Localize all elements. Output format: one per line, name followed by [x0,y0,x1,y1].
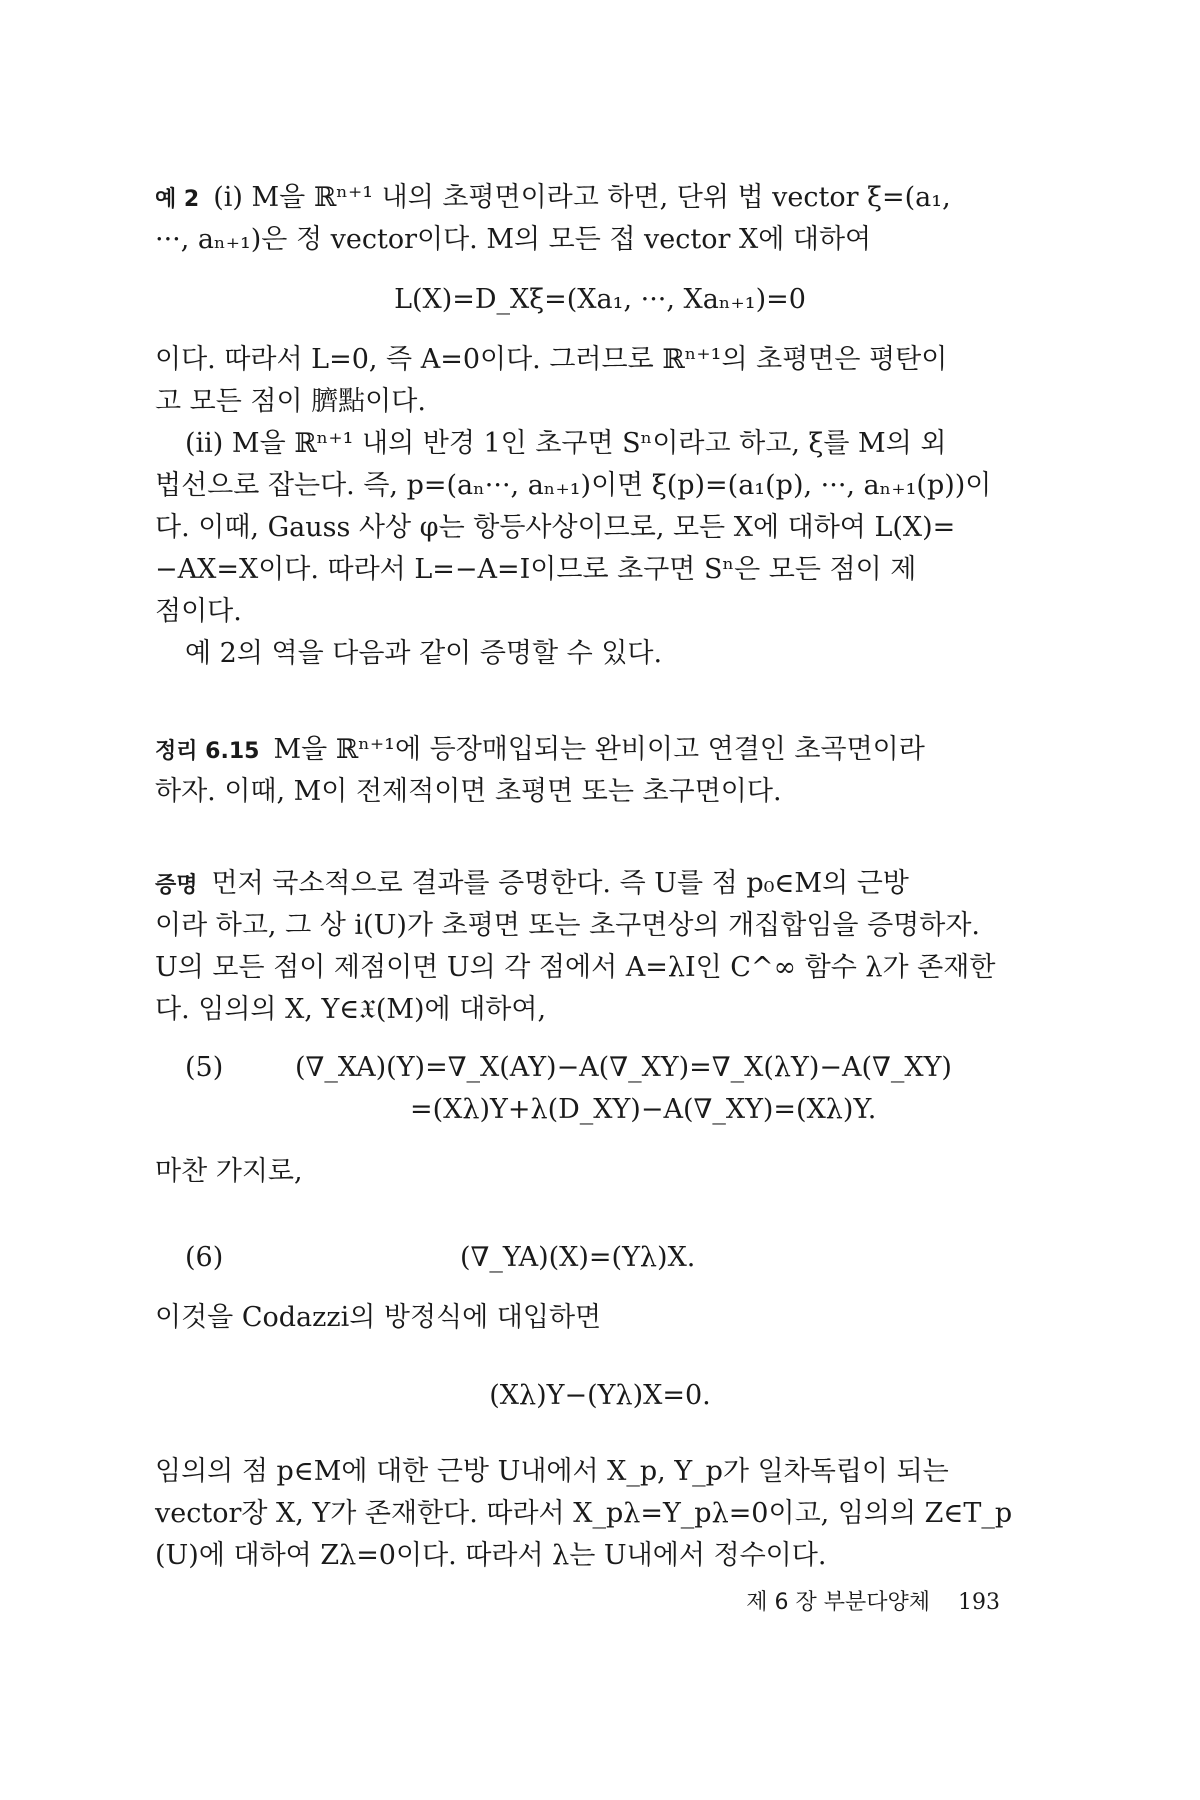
equation-6-number: (6) [185,1242,224,1273]
chapter-title: 제 6 장 부분다양체 [746,1590,930,1615]
proof-line-3: U의 모든 점이 제점이면 U의 각 점에서 A=λI인 C^∞ 함수 λ가 존재한 [155,952,996,983]
example-line-4: 고 모든 점이 臍點이다. [155,386,426,417]
proof-line-2: 이라 하고, 그 상 i(U)가 초평면 또는 초구면상의 개집합임을 증명하자. [155,910,980,941]
likewise-text: 마찬 가지로, [155,1156,303,1187]
example-line-2: ···, aₙ₊₁)은 정 vector이다. M의 모든 접 vector X에 대하여 [155,224,872,255]
example-part2-line-2: 법선으로 잡는다. 즉, p=(aₙ···, aₙ₊₁)이면 ξ(p)=(a₁(p), ···, aₙ₊₁(p))이 [155,470,992,501]
theorem-line-1: 정리 6.15 M을 ℝⁿ⁺¹에 등장매입되는 완비이고 연결인 초곡면이라 [155,734,925,765]
final-line-2: vector장 X, Y가 존재한다. 따라서 X_pλ=Y_pλ=0이고, 임의의 Z∈T_p [155,1498,1013,1529]
page-number: 193 [958,1590,1000,1615]
final-line-3: (U)에 대하여 Zλ=0이다. 따라서 λ는 U내에서 정수이다. [155,1540,827,1571]
example-line-3: 이다. 따라서 L=0, 즉 A=0이다. 그러므로 ℝⁿ⁺¹의 초평면은 평탄이 [155,344,948,375]
example-converse: 예 2의 역을 다음과 같이 증명할 수 있다. [185,638,663,669]
example-equation: L(X)=D_Xξ=(Xa₁, ···, Xaₙ₊₁)=0 [394,284,806,315]
example-label: 예 2 [155,187,200,212]
example-part2-line-5: 점이다. [155,596,242,627]
example-line-1: 예 2 (i) M을 ℝⁿ⁺¹ 내의 초평면이라고 하면, 단위 법 vector ξ=(a₁, [155,182,951,213]
equation-5-line-1: (∇_XA)(Y)=∇_X(AY)−A(∇_XY)=∇_X(λY)−A(∇_XY) [295,1052,952,1083]
theorem-line-2: 하자. 이때, M이 전제적이면 초평면 또는 초구면이다. [155,776,782,807]
example-part2-line-1: (ii) M을 ℝⁿ⁺¹ 내의 반경 1인 초구면 Sⁿ이라고 하고, ξ를 M의 외 [185,428,947,459]
final-line-1: 임의의 점 p∈M에 대한 근방 U내에서 X_p, Y_p가 일차독립이 되는 [155,1456,949,1487]
proof-line-1: 증명 먼저 국소적으로 결과를 증명한다. 즉 U를 점 p₀∈M의 근방 [155,868,909,899]
equation-6: (∇_YA)(X)=(Yλ)X. [460,1242,696,1273]
example-part2-line-4: −AX=X이다. 따라서 L=−A=I이므로 초구면 Sⁿ은 모든 점이 제 [155,554,917,585]
page-footer [746,1588,1000,1618]
proof-label: 증명 [155,873,198,898]
theorem-label: 정리 6.15 [155,739,260,764]
equation-5-number: (5) [185,1052,224,1083]
codazzi-text: 이것을 Codazzi의 방정식에 대입하면 [155,1302,602,1333]
equation-7: (Xλ)Y−(Yλ)X=0. [489,1380,711,1411]
example-part2-line-3: 다. 이때, Gauss 사상 φ는 항등사상이므로, 모든 X에 대하여 L(X)= [155,512,956,543]
proof-line-4: 다. 임의의 X, Y∈𝔛(M)에 대하여, [155,994,547,1025]
equation-5-line-2: =(Xλ)Y+λ(D_XY)−A(∇_XY)=(Xλ)Y. [410,1094,877,1125]
